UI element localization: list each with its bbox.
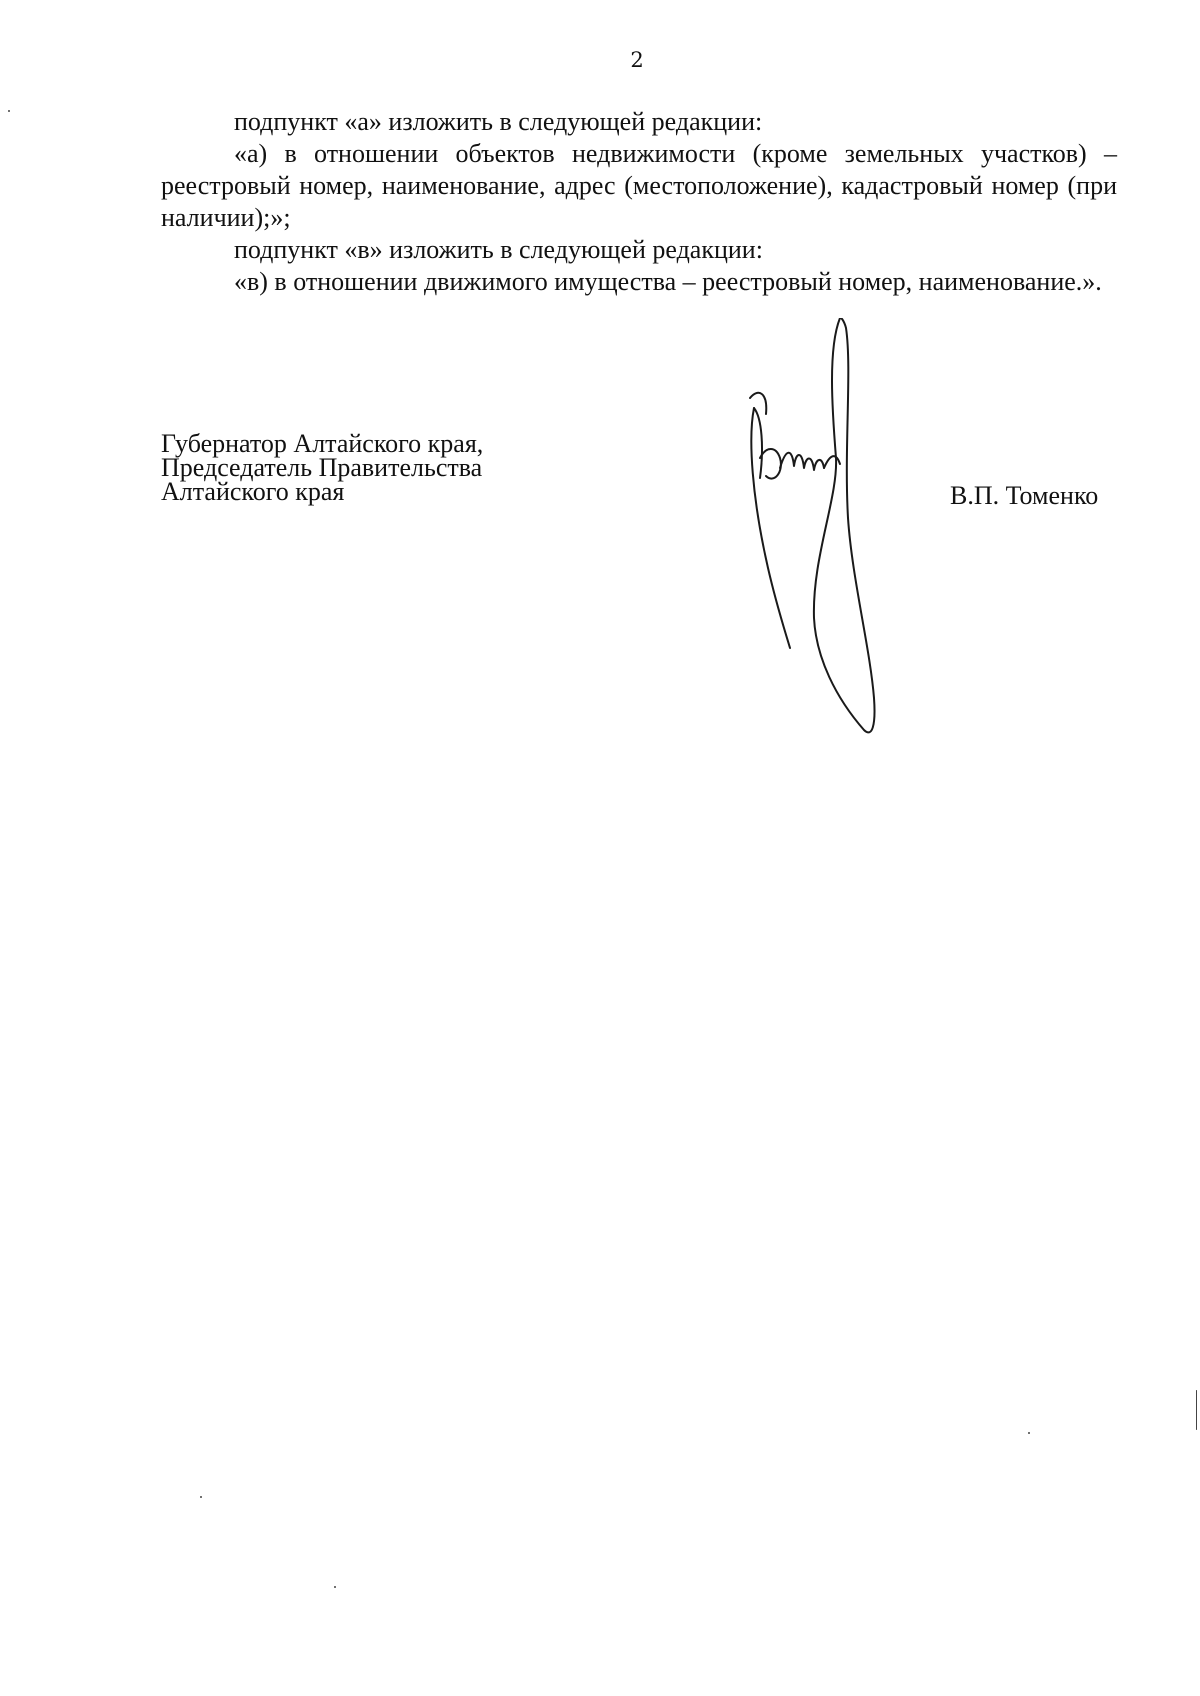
- scan-speck: [1028, 1432, 1030, 1434]
- scan-speck: [200, 1496, 202, 1498]
- scan-speck: [1196, 1390, 1197, 1430]
- position-line: Губернатор Алтайского края,: [161, 429, 484, 458]
- signatory-position: [161, 429, 484, 506]
- paragraph: подпункт «в» изложить в следующей редакции:: [234, 235, 763, 264]
- paragraph: подпункт «а» изложить в следующей редакции:: [234, 107, 763, 136]
- page-number: 2: [630, 48, 644, 72]
- signer-name: В.П. Томенко: [950, 481, 1099, 510]
- position-line: Председатель Правительства: [161, 453, 483, 482]
- handwritten-signature: [740, 318, 930, 748]
- paragraph: «в) в отношении движимого имущества – реестровый номер, наименование.».: [234, 267, 1102, 296]
- scan-speck: [8, 110, 10, 112]
- document-body: [161, 106, 1117, 298]
- scan-speck: [334, 1586, 336, 1588]
- paragraph: «а) в отношении объектов недвижимости (кроме земельных участков) – реестровый номер, наименование, адрес (местоположение), кадастровый номер (при наличии);»;: [161, 139, 1117, 232]
- position-line: Алтайского края: [161, 477, 345, 506]
